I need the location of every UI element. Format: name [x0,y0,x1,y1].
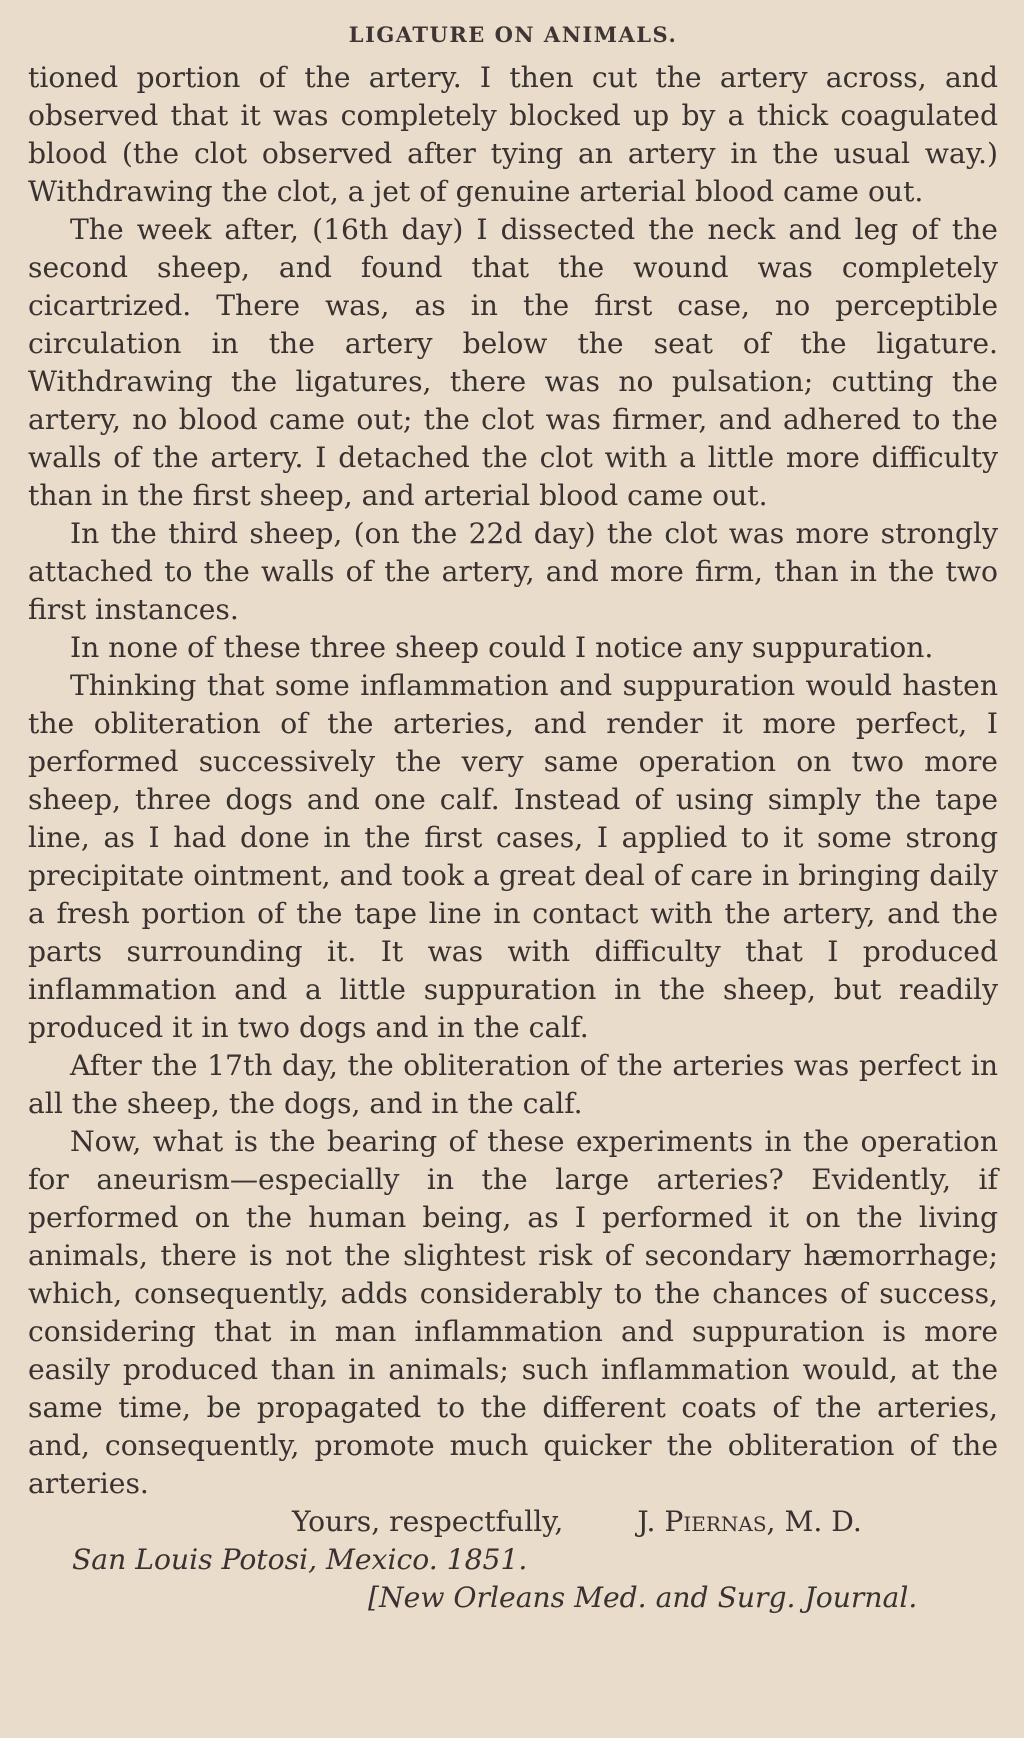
closing-text: Yours, respectfully, [292,1505,564,1538]
closing-line [28,1503,998,1541]
place-date: San Louis Potosi, Mexico. 1851. [72,1543,528,1576]
paragraph-2: The week after, (16th day) I dissected the neck and leg of the second sheep, and found that the wound was completely cicartrized. There was, as in the first case, no perceptible circulation in the artery below the seat of the ligature. Withdrawing the ligatures, there was no pulsation; cutting the artery, no blood came out; the clot was firmer, and adhered to the walls of the artery. I detached the clot with a little more difficulty than in the first sheep, and arterial blood came out. [28,213,998,512]
paragraph-7: Now, what is the bearing of these experiments in the operation for aneurism—especially in the large arteries? Evidently, if performed on the human being, as I performed it on the living animals, there is not the slightest risk of secondary hæmorrhage; which, consequently, adds considerably to the chances of success, considering that in man inflammation and suppuration is more easily produced than in animals; such inflammation would, at the same time, be propagated to the different coats of the arteries, and, consequently, promote much quicker the obliteration of the arteries. [28,1125,998,1500]
paragraph-6: After the 17th day, the obliteration of the arteries was perfect in all the sheep, the dogs, and in the calf. [28,1049,998,1120]
paragraph-1: tioned portion of the artery. I then cut the artery across, and observed that it was completely blocked up by a thick coagulated blood (the clot observed after tying an artery in the usual way.) Withdrawing the clot, a jet of genuine arterial blood came out. [28,61,998,208]
source-citation: [New Orleans Med. and Surg. Journal. [368,1581,918,1614]
running-header: LIGATURE ON ANIMALS. [348,22,678,47]
signature-block [28,1503,998,1617]
paragraph-3: In the third sheep, (on the 22d day) the clot was more strongly attached to the walls of the artery, and more firm, than in the two first instances. [28,517,998,626]
author-name: J. Piernas, M. D. [637,1505,862,1538]
paragraph-5: Thinking that some inflammation and suppuration would hasten the obliteration of the arteries, and render it more perfect, I performed successively the very same operation on two more sheep, three dogs and one calf. Instead of using simply the tape line, as I had done in the first cases, I applied to it some strong precipitate ointment, and took a great deal of care in bringing daily a fresh portion of the tape line in contact with the artery, and the parts surrounding it. It was with difficulty that I produced inflammation and a little suppuration in the sheep, but readily produced it in two dogs and in the calf. [28,669,998,1044]
paragraph-4: In none of these three sheep could I notice any suppuration. [70,631,934,664]
article-body [28,59,998,1503]
